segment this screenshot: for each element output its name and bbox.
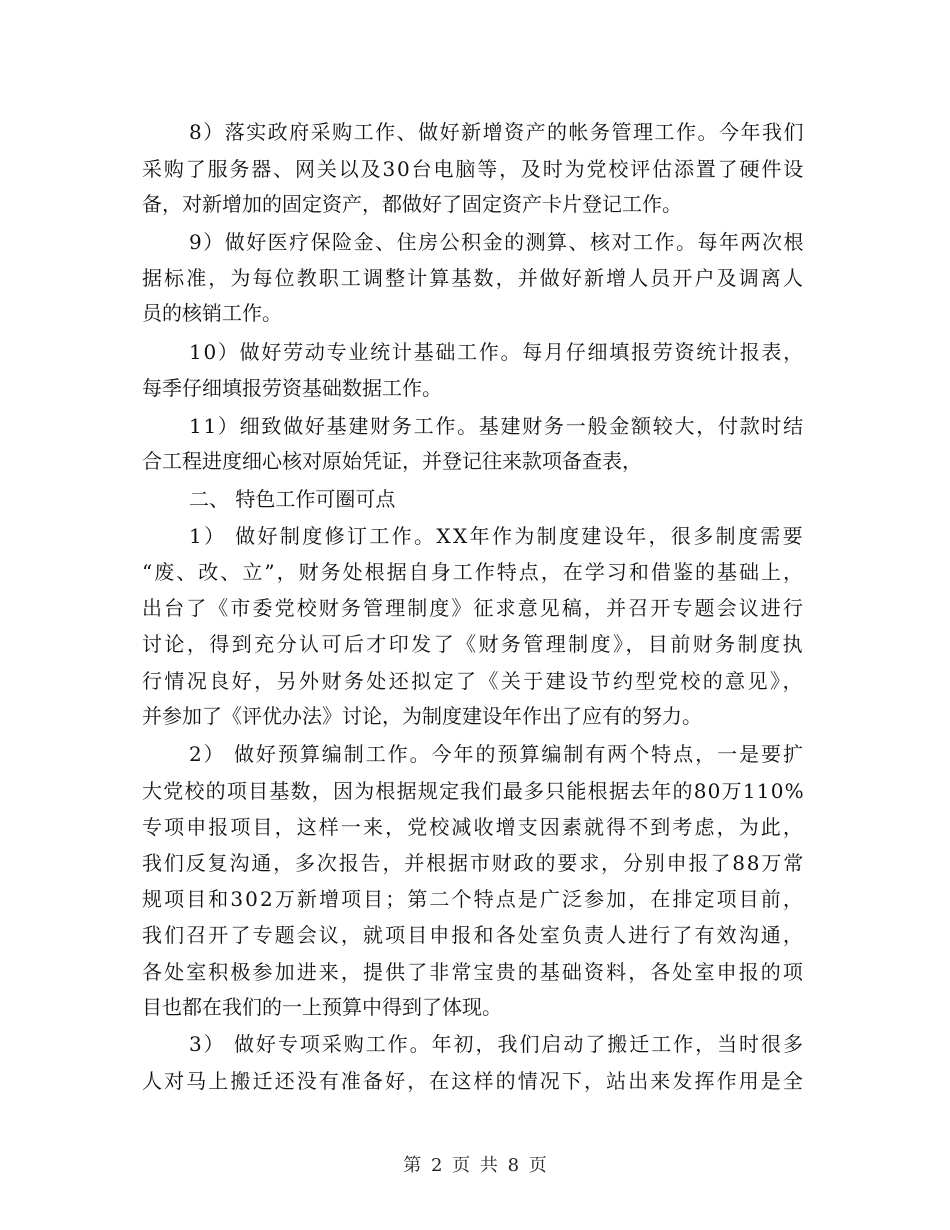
text-line-19: 大党校的项目基数，因为根据规定我们最多只能根据去年的80万110% bbox=[142, 779, 805, 803]
text-line-22: 规项目和302万新增项目；第二个特点是广泛参加，在排定项目前， bbox=[142, 887, 805, 911]
text-line-24: 各处室积极参加进来，提供了非常宝贵的基础资料，各处室申报的项 bbox=[142, 960, 805, 984]
text-line-21: 我们反复沟通，多次报告，并根据市财政的要求，分别申报了88万常 bbox=[142, 851, 806, 875]
text-line-12: 1） 做好制度修订工作。XX年作为制度建设年，很多制度需要 bbox=[189, 524, 805, 548]
text-line-15: 讨论，得到充分认可后才印发了《财务管理制度》，目前财务制度执 bbox=[142, 632, 805, 656]
text-line-6: 员的核销工作。 bbox=[142, 301, 282, 325]
text-line-27: 人对马上搬迁还没有准备好，在这样的情况下，站出来发挥作用是全 bbox=[142, 1069, 805, 1093]
text-line-4: 9）做好医疗保险金、住房公积金的测算、核对工作。每年两次根 bbox=[189, 230, 805, 254]
text-line-3: 备，对新增加的固定资产，都做好了固定资产卡片登记工作。 bbox=[142, 192, 682, 216]
text-line-20: 专项申报项目，这样一来，党校减收增支因素就得不到考虑，为此， bbox=[142, 815, 805, 839]
section-heading: 二、 特色工作可圈可点 bbox=[189, 487, 396, 511]
text-line-26: 3） 做好专项采购工作。年初，我们启动了搬迁工作，当时很多 bbox=[189, 1032, 805, 1056]
text-line-25: 目也都在我们的一上预算中得到了体现。 bbox=[142, 995, 502, 1019]
text-line-8: 每季仔细填报劳资基础数据工作。 bbox=[142, 376, 442, 400]
text-line-10: 合工程进度细心核对原始凭证，并登记往来款项备查表， bbox=[142, 449, 642, 473]
text-line-1: 8）落实政府采购工作、做好新增资产的帐务管理工作。今年我们 bbox=[189, 120, 805, 144]
text-line-2: 采购了服务器、网关以及30台电脑等，及时为党校评估添置了硬件设 bbox=[142, 157, 806, 181]
text-line-18: 2） 做好预算编制工作。今年的预算编制有两个特点，一是要扩 bbox=[189, 742, 805, 766]
text-line-16: 行情况良好，另外财务处还拟定了《关于建设节约型党校的意见》， bbox=[142, 669, 805, 693]
text-line-13: “废、改、立”，财务处根据自身工作特点，在学习和借鉴的基础上， bbox=[142, 560, 806, 584]
text-line-7: 10）做好劳动专业统计基础工作。每月仔细填报劳资统计报表， bbox=[189, 340, 805, 364]
text-line-5: 据标准，为每位教职工调整计算基数，并做好新增人员开户及调离人 bbox=[142, 266, 805, 290]
text-line-9: 11）细致做好基建财务工作。基建财务一般金额较大，付款时结 bbox=[189, 414, 805, 438]
text-line-14: 出台了《市委党校财务管理制度》征求意见稿，并召开专题会议进行 bbox=[142, 596, 805, 620]
text-line-23: 我们召开了专题会议，就项目申报和各处室负责人进行了有效沟通， bbox=[142, 923, 805, 947]
page-number-footer: 第 2 页 共 8 页 bbox=[403, 1155, 547, 1176]
text-line-17: 并参加了《评优办法》讨论，为制度建设年作出了应有的努力。 bbox=[142, 704, 702, 728]
